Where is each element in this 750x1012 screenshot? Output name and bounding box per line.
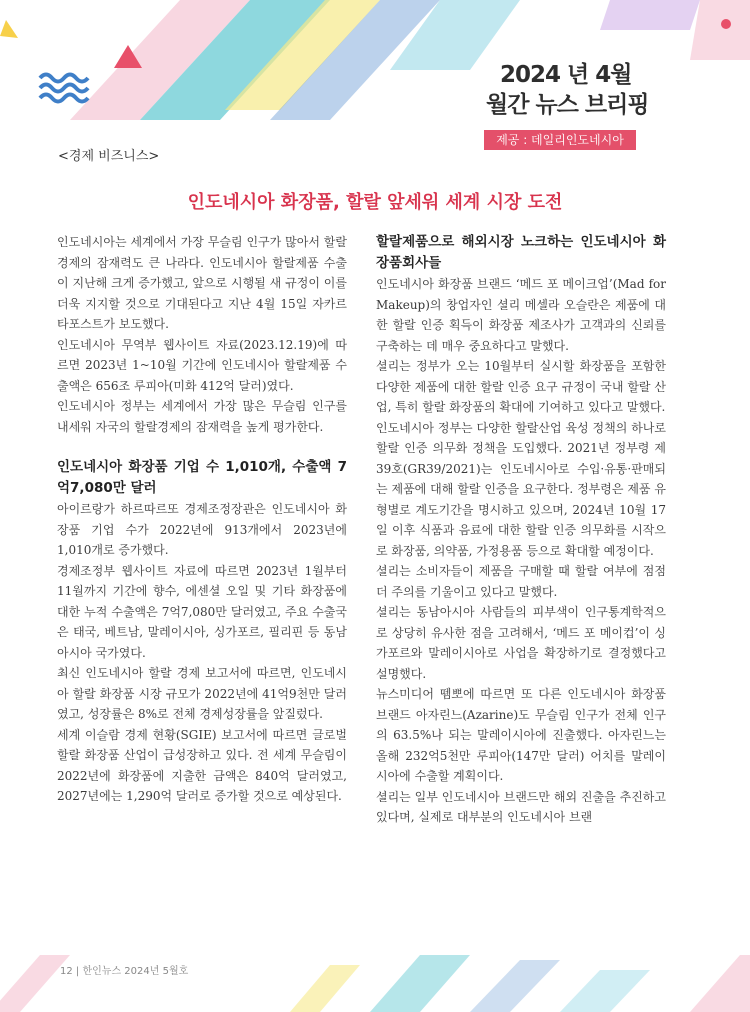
decor-stripe-lightblue	[560, 970, 650, 1012]
right-column	[376, 232, 666, 828]
publication-name: 한인뉴스 2024년 5월호	[82, 966, 189, 977]
page-footer	[60, 962, 188, 977]
article-title: 인도네시아 화장품, 할랄 앞세워 세계 시장 도전	[187, 192, 563, 213]
decor-stripe-rightpink	[690, 0, 750, 60]
paragraph: 셜리는 일부 인도네시아 브랜드만 해외 진출을 추진하고 있다며, 실제로 대부분의 인도네시아 브랜	[376, 789, 666, 824]
paragraph: 인도네시아 화장품 브랜드 ‘메드 포 메이크업’(Mad for Makeup)의 창업자인 셜리 메셀라 오슬란은 제품에 대한 할랄 인증 획득이 화장품 제조사가 고객과의 신뢰를 구축하는 데 매우 중요하다고 말했다.	[376, 277, 666, 353]
paragraph: 셜리는 정부가 오는 10월부터 실시할 화장품을 포함한 다양한 제품에 대한 할랄 인증 요구 규정이 국내 할랄 산업, 특히 할랄 화장품의 확대에 기여하고 있다고 말했다.	[376, 359, 666, 414]
decor-stripe-teal	[370, 955, 470, 1012]
decor-wave-icon	[40, 75, 88, 102]
decor-dot	[721, 19, 731, 29]
paragraph: 인도네시아 무역부 웹사이트 자료(2023.12.19)에 따르면 2023년 1~10월 기간에 인도네시아 할랄제품 수출액은 656조 루피아(미화 412억 달러)였다.	[57, 337, 347, 393]
briefing-date: 2024 년 4월	[500, 62, 632, 88]
paragraph: 인도네시아 정부는 세계에서 가장 많은 무슬림 인구를 내세워 자국의 할랄경제의 잠재력을 높게 평가한다.	[57, 399, 347, 434]
footer-separator: |	[75, 966, 83, 977]
paragraph: 뉴스미디어 뗌뽀에 따르면 또 다른 인도네시아 화장품 브랜드 아자린느(Azarine)도 무슬림 인구가 전체 인구의 63.5%나 되는 말레이시아에 진출했다. 아자린느는 올해 232억5천만 루피아(147만 달러) 어치를 말레이시아에 수출할 계획이다.	[376, 687, 666, 783]
source-tag: 제공 : 데일리인도네시아	[484, 130, 636, 150]
section-label: <경제 비즈니스>	[58, 149, 160, 164]
paragraph: 아이르랑가 하르따르또 경제조정장관은 인도네시아 화장품 기업 수가 2022년에 913개에서 2023년에 1,010개로 증가했다.	[57, 502, 347, 557]
left-column	[57, 232, 347, 807]
paragraph: 셜리는 동남아시아 사람들의 피부색이 인구통계학적으로 상당히 유사한 점을 고려해서, ‘메드 포 메이컵’이 싱가포르와 말레이시아로 사업을 확장하기로 결정했다고 설명했다.	[376, 605, 666, 681]
decor-stripe-yellow	[290, 965, 360, 1012]
paragraph: 세계 이슬람 경제 현황(SGIE) 보고서에 따르면 글로벌 할랄 화장품 산업이 급성장하고 있다. 전 세계 무슬림이 2022년에 화장품에 지출한 금액은 840억 달러였고, 2027년에는 1,290억 달러로 증가할 것으로 예상된다.	[57, 727, 347, 803]
subheading: 할랄제품으로 해외시장 노크하는 인도네시아 화장품회사들	[376, 234, 666, 271]
subheading: 인도네시아 화장품 기업 수 1,010개, 수출액 7억7,080만 달러	[57, 459, 347, 496]
paragraph: 인도네시아는 세계에서 가장 무슬림 인구가 많아서 할랄 경제의 잠재력도 큰 나라다. 인도네시아 할랄제품 수출이 지난해 크게 증가했고, 앞으로 시행될 새 규정이 이를 더욱 지지할 것으로 기대된다고 지난 4월 15일 자카르타포스트가 보도했다.	[57, 235, 347, 331]
briefing-title: 월간 뉴스 브리핑	[486, 92, 649, 118]
decor-stripe-rightpink	[690, 955, 750, 1012]
paragraph: 인도네시아 정부는 다양한 할랄산업 육성 정책의 하나로 할랄 인증 의무화 정책을 도입했다. 2021년 정부령 제39호(GR39/2021)는 인도네시아로 수입·유통·판매되는 제품에 대해 할랄 인증을 요구한다. 정부령은 제품 유형별로 계도기간을 명시하고 있으며, 2024년 10월 17일 이후 식품과 음료에 대한 할랄 인증 의무화를 시작으로 화장품, 의약품, 가정용품 등으로 확대할 예정이다.	[376, 420, 666, 558]
decor-triangle-yellow	[0, 20, 18, 38]
paragraph: 경제조정부 웹사이트 자료에 따르면 2023년 1월부터 11월까지 기간에 향수, 에센셜 오일 및 기타 화장품에 대한 누적 수출액은 7억7,080만 달러였고, 주요 수출국은 태국, 베트남, 말레이시아, 싱가포르, 필리핀 등 동남아시아 국가였다.	[57, 563, 347, 660]
paragraph: 셜리는 소비자들이 제품을 구매할 때 할랄 여부에 점점 더 주의를 기울이고 있다고 말했다.	[376, 564, 666, 599]
decor-stripe-blue	[470, 960, 560, 1012]
page-number: 12	[60, 966, 73, 977]
paragraph: 최신 인도네시아 할랄 경제 보고서에 따르면, 인도네시아 할랄 화장품 시장 규모가 2022년에 41억9천만 달러였고, 성장률은 8%로 전체 경제성장률을 앞질렀다.	[57, 666, 347, 721]
